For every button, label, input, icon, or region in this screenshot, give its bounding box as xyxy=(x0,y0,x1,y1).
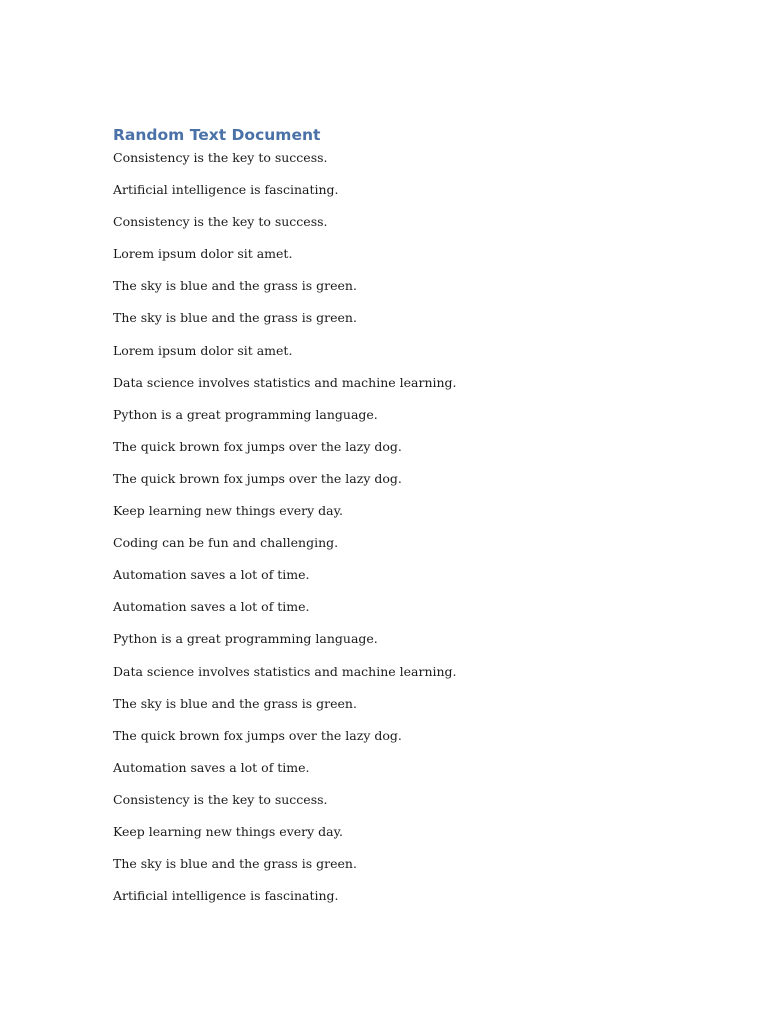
body-line: Keep learning new things every day. xyxy=(113,823,343,839)
body-line: Automation saves a lot of time. xyxy=(113,759,310,775)
body-line: The quick brown fox jumps over the lazy dog. xyxy=(113,438,402,454)
body-line: Consistency is the key to success. xyxy=(113,150,328,165)
body-line: The quick brown fox jumps over the lazy dog. xyxy=(113,727,402,743)
body-line: Automation saves a lot of time. xyxy=(113,567,310,583)
body-line: The sky is blue and the grass is green. xyxy=(113,278,357,294)
body-line: Lorem ipsum dolor sit amet. xyxy=(113,246,293,262)
body-line: Lorem ipsum dolor sit amet. xyxy=(113,342,293,358)
body-line: Artificial intelligence is fascinating. xyxy=(113,888,339,904)
body-line: The sky is blue and the grass is green. xyxy=(113,310,357,326)
body-line: Data science involves statistics and machine learning. xyxy=(113,663,457,679)
body-line: The sky is blue and the grass is green. xyxy=(113,695,357,711)
body-line: Consistency is the key to success. xyxy=(113,791,328,807)
body-line: The sky is blue and the grass is green. xyxy=(113,856,357,872)
body-line: Coding can be fun and challenging. xyxy=(113,535,339,551)
body-line: Python is a great programming language. xyxy=(113,631,378,647)
document-body xyxy=(113,148,457,918)
body-line: The quick brown fox jumps over the lazy dog. xyxy=(113,470,402,486)
body-line: Consistency is the key to success. xyxy=(113,214,328,230)
body-line: Data science involves statistics and machine learning. xyxy=(113,374,457,390)
body-line: Python is a great programming language. xyxy=(113,406,378,422)
document-title: Random Text Document xyxy=(113,126,321,144)
body-line: Automation saves a lot of time. xyxy=(113,599,310,615)
body-line: Artificial intelligence is fascinating. xyxy=(113,182,339,198)
body-line: Keep learning new things every day. xyxy=(113,503,343,519)
